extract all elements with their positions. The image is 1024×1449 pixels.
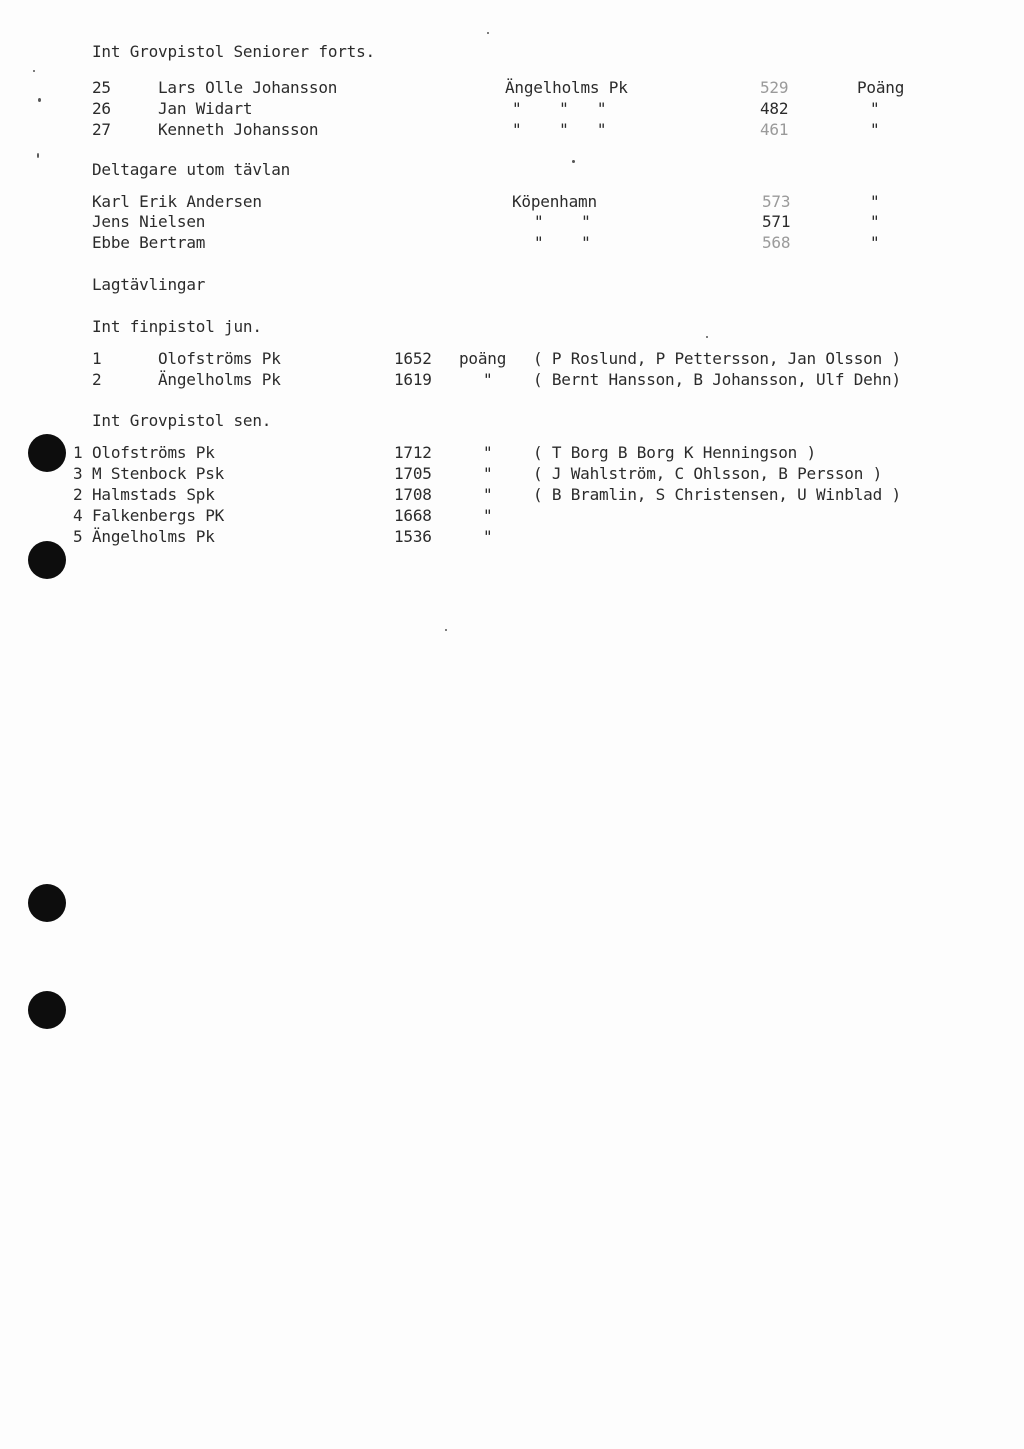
speck <box>445 629 447 631</box>
members: ( B Bramlin, S Christensen, U Winblad ) <box>533 485 901 504</box>
score: 1652 <box>394 349 432 368</box>
score: 1536 <box>394 527 432 546</box>
members: ( J Wahlström, C Ohlsson, B Persson ) <box>533 464 883 483</box>
club: Halmstads Spk <box>92 485 215 504</box>
club: M Stenbock Psk <box>92 464 225 483</box>
punch-hole-2 <box>28 541 66 579</box>
section-title-grovpistol-sen: Int Grovpistol sen. <box>92 411 272 430</box>
club: " " <box>534 212 591 231</box>
club: " " " <box>512 99 607 118</box>
score: 573 <box>762 192 791 211</box>
speck <box>572 160 575 163</box>
place: 1 <box>92 349 102 368</box>
section-title-deltagare: Deltagare utom tävlan <box>92 160 291 179</box>
score: 1712 <box>394 443 432 462</box>
name: Jens Nielsen <box>92 212 206 231</box>
place: 25 <box>92 78 111 97</box>
score: 529 <box>760 78 789 97</box>
place: 1 <box>73 443 83 462</box>
score: 482 <box>760 99 789 118</box>
score: 1619 <box>394 370 432 389</box>
score: 568 <box>762 233 791 252</box>
speck <box>37 153 39 158</box>
unit: " <box>870 233 880 252</box>
name: Kenneth Johansson <box>158 120 319 139</box>
speck <box>33 70 35 72</box>
name: Jan Widart <box>158 99 253 118</box>
punch-hole-4 <box>28 991 66 1029</box>
unit: " <box>483 464 493 483</box>
place: 2 <box>92 370 102 389</box>
club: Ängelholms Pk <box>158 370 281 389</box>
score: 1668 <box>394 506 432 525</box>
punch-hole-3 <box>28 884 66 922</box>
section-title-finpistol: Int finpistol jun. <box>92 317 262 336</box>
unit: " <box>483 506 493 525</box>
club: Ängelholms Pk <box>92 527 215 546</box>
club: Köpenhamn <box>512 192 597 211</box>
unit: " <box>870 212 880 231</box>
place: 2 <box>73 485 83 504</box>
place: 3 <box>73 464 83 483</box>
score: 1705 <box>394 464 432 483</box>
unit: " <box>870 192 880 211</box>
score: 571 <box>762 212 791 231</box>
score: 1708 <box>394 485 432 504</box>
club: Olofströms Pk <box>158 349 281 368</box>
unit: poäng <box>459 349 507 368</box>
name: Ebbe Bertram <box>92 233 206 252</box>
speck <box>38 98 41 102</box>
unit: " <box>483 485 493 504</box>
place: 26 <box>92 99 111 118</box>
unit: Poäng <box>857 78 905 97</box>
speck <box>487 32 489 34</box>
club: Olofströms Pk <box>92 443 215 462</box>
unit: " <box>870 99 880 118</box>
members: ( Bernt Hansson, B Johansson, Ulf Dehn) <box>533 370 901 389</box>
unit: " <box>870 120 880 139</box>
members: ( P Roslund, P Pettersson, Jan Olsson ) <box>533 349 901 368</box>
club: Falkenbergs PK <box>92 506 225 525</box>
place: 4 <box>73 506 83 525</box>
section-title-grovpistol-forts: Int Grovpistol Seniorer forts. <box>92 42 375 61</box>
unit: " <box>483 370 493 389</box>
club: Ängelholms Pk <box>505 78 628 97</box>
place: 5 <box>73 527 83 546</box>
punch-hole-1 <box>28 434 66 472</box>
club: " " " <box>512 120 607 139</box>
members: ( T Borg B Borg K Henningson ) <box>533 443 816 462</box>
unit: " <box>483 527 493 546</box>
name: Karl Erik Andersen <box>92 192 262 211</box>
section-title-lagtavlingar: Lagtävlingar <box>92 275 206 294</box>
club: " " <box>534 233 591 252</box>
place: 27 <box>92 120 111 139</box>
unit: " <box>483 443 493 462</box>
speck <box>706 336 708 338</box>
score: 461 <box>760 120 789 139</box>
name: Lars Olle Johansson <box>158 78 338 97</box>
